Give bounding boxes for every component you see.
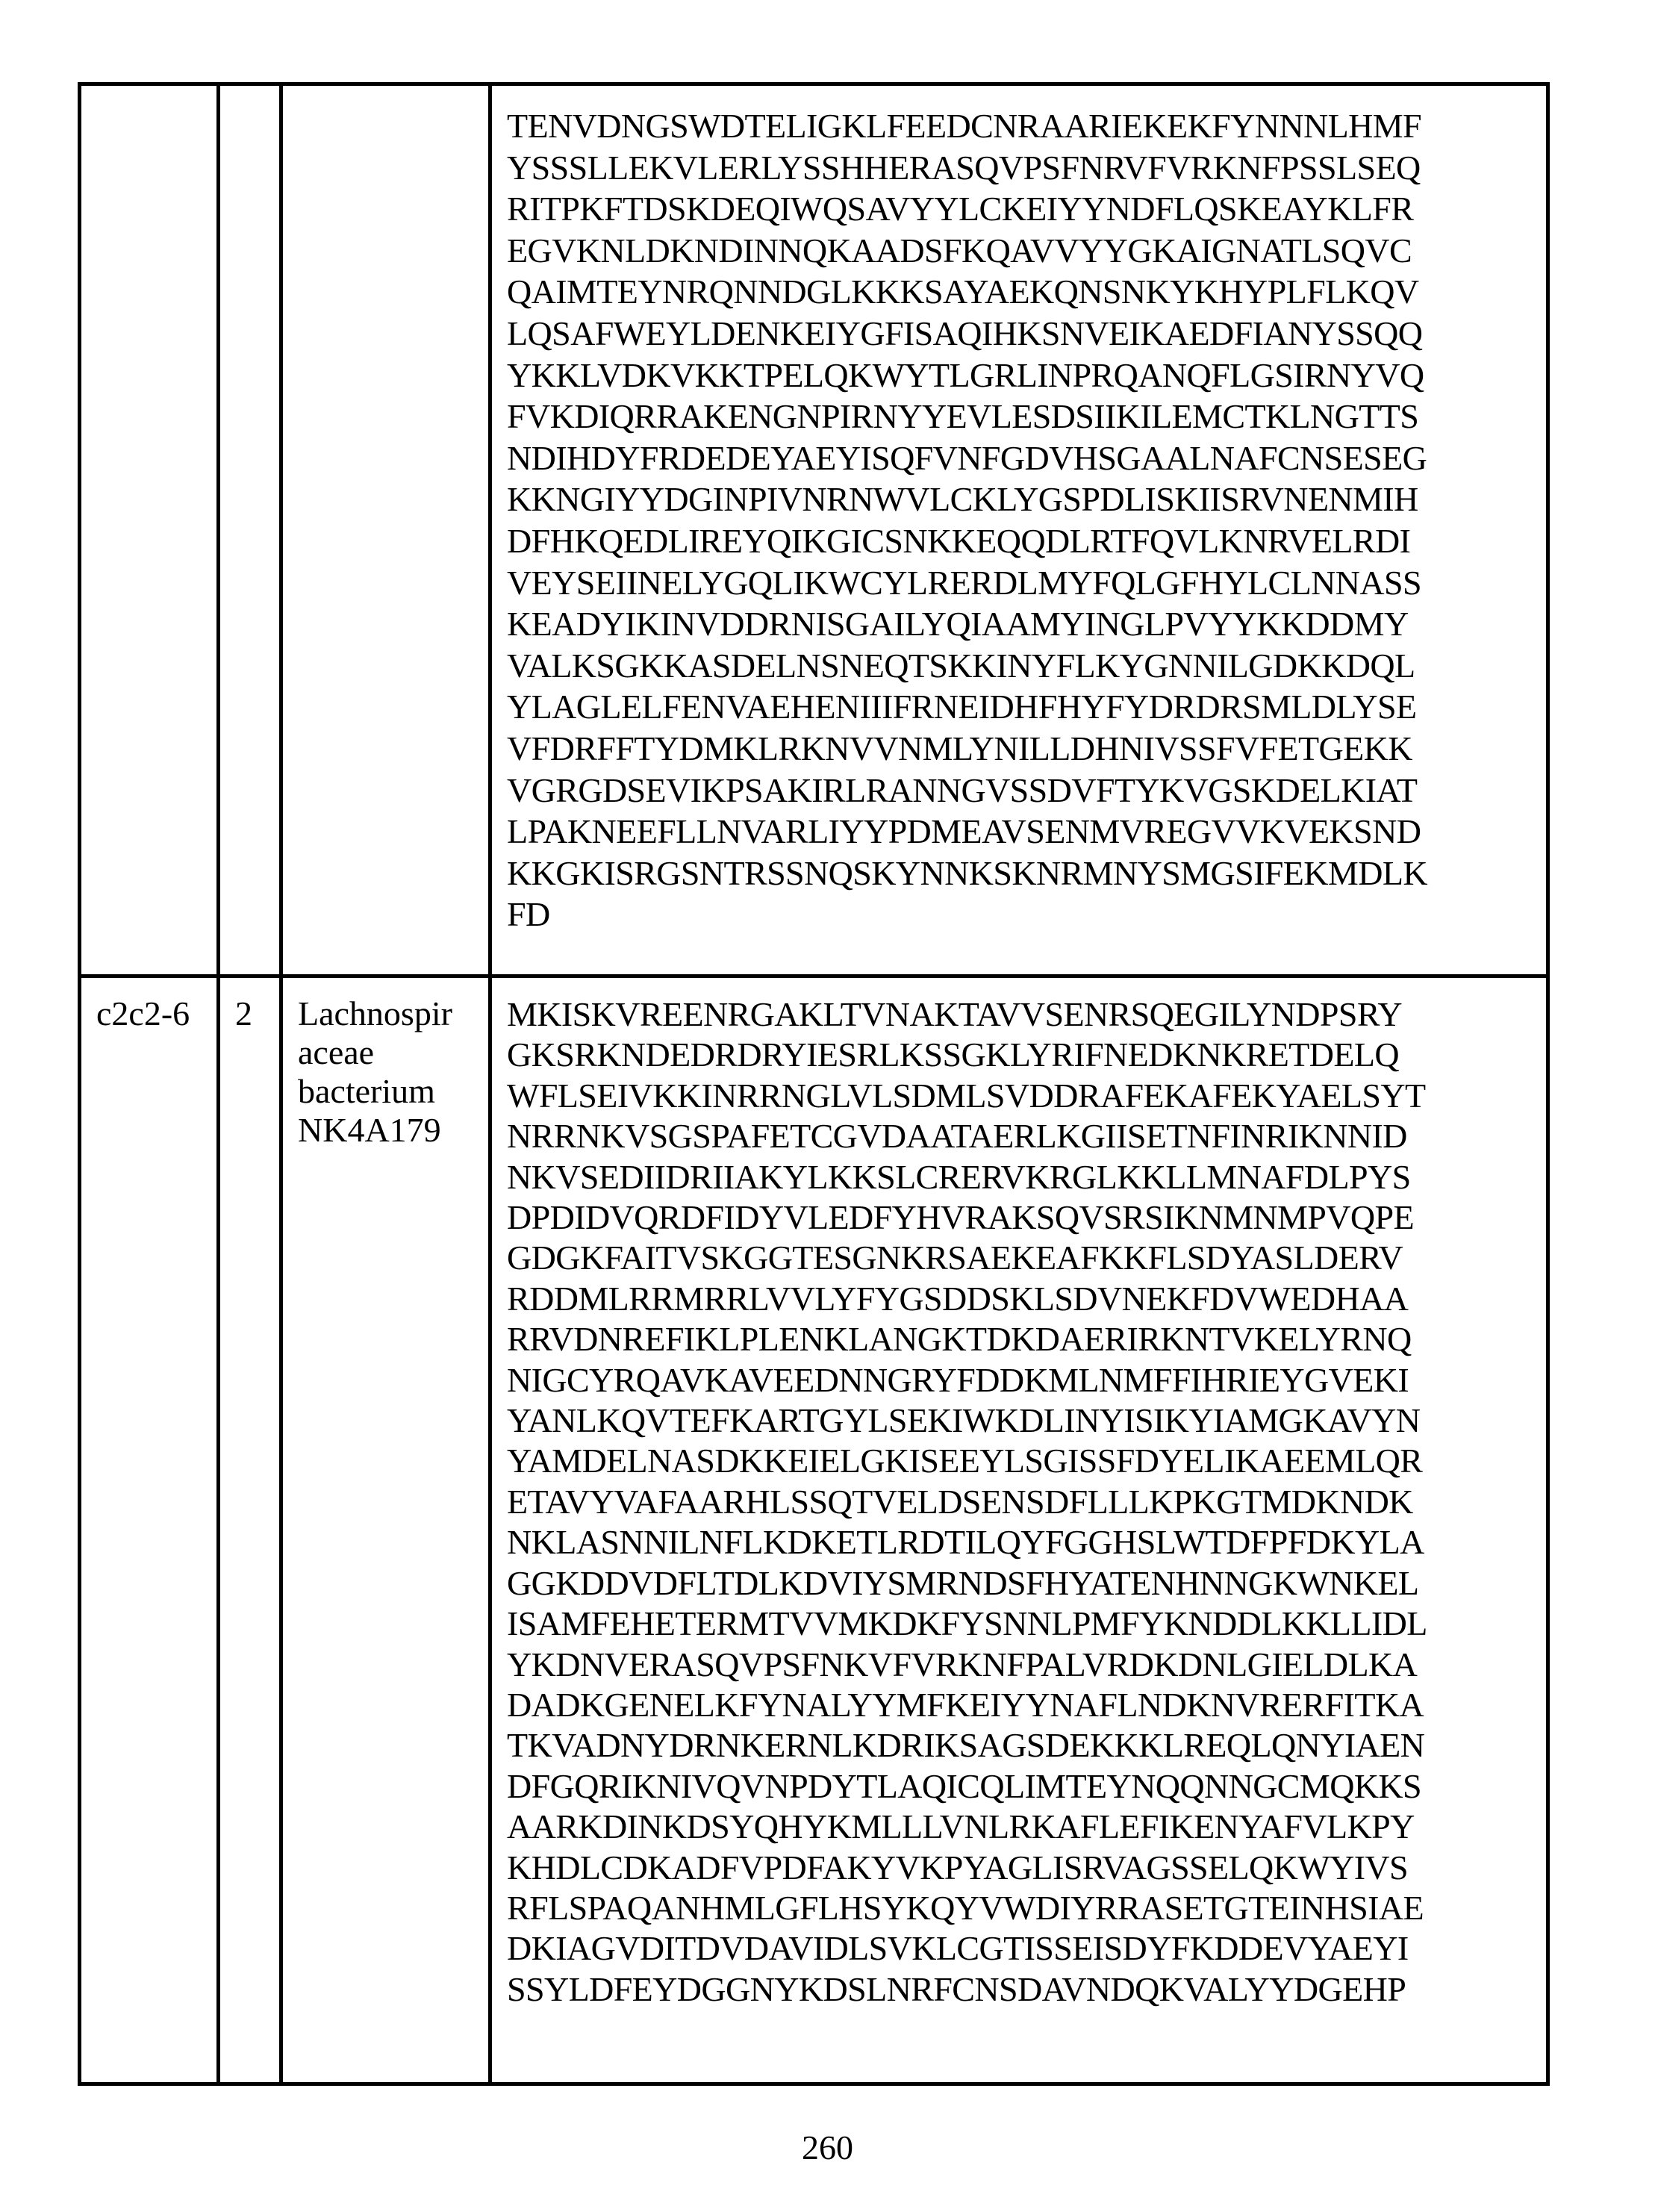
sequence-line: ISAMFEHETERMTVVMKDKFYSNNLPMFYKNDDLKKLLIDL — [507, 1604, 1427, 1643]
sequence-line: YANLKQVTEFKARTGYLSEKIWKDLINYISIKYIAMGKAVYN — [507, 1401, 1421, 1440]
sequence-line: RDDMLRRMRRLVVLYFYGSDDSKLSDVNEKFDVWEDHAA — [507, 1279, 1409, 1318]
sequence-line: NRRNKVSGSPAFETCGVDAATAERLKGIISETNFINRIKNNID — [507, 1117, 1407, 1156]
id-cell — [80, 84, 219, 976]
organism-line: aceae — [298, 1033, 375, 1071]
number-cell — [219, 976, 281, 2084]
organism-line: Lachnospir — [298, 994, 452, 1032]
sequence-line: KEADYIKINVDDRNISGAILYQIAAMYINGLPVYYKKDDMY — [507, 605, 1409, 644]
organism-line: bacterium — [298, 1072, 435, 1110]
sequence-line: TKVADNYDRNKERNLKDRIKSAGSDEKKKLREQLQNYIAEN — [507, 1726, 1425, 1765]
sequence-line: NDIHDYFRDEDEYAEYISQFVNFGDVHSGAALNAFCNSESEG — [507, 438, 1427, 477]
sequence-line: RRVDNREFIKLPLENKLANGKTDKDAERIRKNTVKELYRNQ — [507, 1320, 1412, 1359]
sequence-cell — [490, 976, 1548, 2084]
sequence-line: MKISKVREENRGAKLTVNAKTAVVSENRSQEGILYNDPSRY — [507, 995, 1403, 1033]
organism-cell — [281, 976, 490, 2084]
sequence-line: NKVSEDIIDRIIAKYLKKSLCRERVKRGLKKLLMNAFDLPYS — [507, 1157, 1411, 1196]
sequence-line: VFDRFFTYDMKLRKNVVNMLYNILLDHNIVSSFVFETGEKK — [507, 729, 1412, 767]
sequence-line: KKGKISRGSNTRSSNQSKYNNKSKNRMNYSMGSIFEKMDLK — [507, 853, 1427, 892]
sequence-line: NIGCYRQAVKAVEEDNNGRYFDDKMLNMFFIHRIEYGVEKI — [507, 1360, 1409, 1399]
number-text — [220, 86, 279, 102]
sequence-line: QAIMTEYNRQNNDGLKKKSAYAEKQNSNKYKHYPLFLKQV — [507, 272, 1419, 311]
sequence-cell — [490, 84, 1548, 976]
sequence-line: DFHKQEDLIREYQIKGICSNKKEQQDLRTFQVLKNRVELRDI — [507, 521, 1411, 560]
sequence-line: FVKDIQRRAKENGNPIRNYYEVLESDSIIKILEMCTKLNGTTS — [507, 397, 1419, 436]
sequence-line: VEYSEIINELYGQLIKWCYLRERDLMYFQLGFHYLCLNNASS — [507, 563, 1421, 602]
sequence-line: VALKSGKKASDELNSNEQTSKKINYFLKYGNNILGDKKDQL — [507, 646, 1415, 685]
sequence-line: GGKDDVDFLTDLKDVIYSMRNDSFHYATENHNNGKWNKEL — [507, 1563, 1419, 1602]
sequence-text — [492, 86, 1546, 953]
sequence-line: WFLSEIVKKINRRNGLVLSDMLSVDDRAFEKAFEKYAELSYT — [507, 1076, 1426, 1115]
page-number: 260 — [802, 2128, 853, 2166]
sequence-line: NKLASNNILNFLKDKETLRDTILQYFGGHSLWTDFPFDKYLA — [507, 1523, 1424, 1562]
sequence-line: YSSSLLEKVLERLYSSHHERASQVPSFNRVFVRKNFPSSLSEQ — [507, 148, 1421, 187]
sequence-line: VGRGDSEVIKPSAKIRLRANNGVSSDVFTYKVGSKDELKIAT — [507, 770, 1418, 809]
table-row — [80, 84, 1548, 976]
sequence-text — [492, 978, 1546, 2031]
sequence-line: LQSAFWEYLDENKEIYGFISAQIHKSNVEIKAEDFIANYSSQQ — [507, 314, 1423, 352]
sequence-line: DFGQRIKNIVQVNPDYTLAQICQLIMTEYNQQNNGCMQKKS — [507, 1766, 1422, 1805]
sequence-line: AARKDINKDSYQHYKMLLLVNLRKAFLEFIKENYAFVLKPY — [507, 1807, 1415, 1846]
sequence-line: SSYLDFEYDGGNYKDSLNRFCNSDAVNDQKVALYYDGEHP — [507, 1969, 1406, 2008]
number-text: 2 — [235, 994, 252, 1032]
sequence-line: LPAKNEEFLLNVARLIYYPDMEAVSENMVREGVVKVEKSND — [507, 812, 1421, 851]
organism-text — [283, 978, 488, 1150]
sequence-line: GDGKFAITVSKGGTESGNKRSAEKEAFKKFLSDYASLDERV — [507, 1239, 1403, 1277]
sequence-table — [78, 82, 1550, 2086]
id-text — [81, 86, 216, 102]
sequence-line: GKSRKNDEDRDRYIESRLKSSGKLYRIFNEDKNKRETDELQ — [507, 1035, 1399, 1074]
id-cell — [80, 976, 219, 2084]
sequence-line: YAMDELNASDKKEIELGKISEEYLSGISSFDYELIKAEEMLQR — [507, 1442, 1423, 1480]
sequence-line: EGVKNLDKNDINNQKAADSFKQAVVYYGKAIGNATLSQVC — [507, 231, 1412, 270]
sequence-line: DPDIDVQRDFIDYVLEDFYHVRAKSQVSRSIKNMNMPVQPE — [507, 1198, 1414, 1237]
organism-cell — [281, 84, 490, 976]
sequence-line: DADKGENELKFYNALYYMFKEIYYNAFLNDKNVRERFITKA — [507, 1685, 1424, 1724]
organism-line: NK4A179 — [298, 1111, 441, 1149]
sequence-line: FD — [507, 895, 550, 934]
sequence-line: YLAGLELFENVAEHENIIIFRNEIDHFHYFYDRDRSMLDLYSE — [507, 688, 1417, 726]
sequence-line: ETAVYVAFAARHLSSQTVELDSENSDFLLLKPKGTMDKNDK — [507, 1482, 1413, 1521]
organism-text — [283, 86, 488, 102]
sequence-line: TENVDNGSWDTELIGKLFEEDCNRAARIEKEKFYNNNLHMF — [507, 107, 1421, 145]
sequence-line: RITPKFTDSKDEQIWQSAVYYLCKEIYYNDFLQSKEAYKLFR — [507, 190, 1414, 228]
table-row — [80, 976, 1548, 2084]
number-cell — [219, 84, 281, 976]
sequence-line: KKNGIYYDGINPIVNRNWVLCKLYGSPDLISKIISRVNENMIH — [507, 480, 1418, 519]
id-text: c2c2-6 — [96, 994, 190, 1032]
sequence-line: RFLSPAQANHMLGFLHSYKQYVWDIYRRASETGTEINHSIAE — [507, 1888, 1424, 1927]
sequence-line: DKIAGVDITDVDAVIDLSVKLCGTISSEISDYFKDDEVYAEYI — [507, 1929, 1409, 1968]
sequence-line: YKKLVDKVKKTPELQKWYTLGRLINPRQANQFLGSIRNYVQ — [507, 355, 1424, 394]
sequence-line: KHDLCDKADFVPDFAKYVKPYAGLISRVAGSSELQKWYIVS — [507, 1848, 1409, 1887]
sequence-line: YKDNVERASQVPSFNKVFVRKNFPALVRDKDNLGIELDLKA — [507, 1645, 1418, 1683]
